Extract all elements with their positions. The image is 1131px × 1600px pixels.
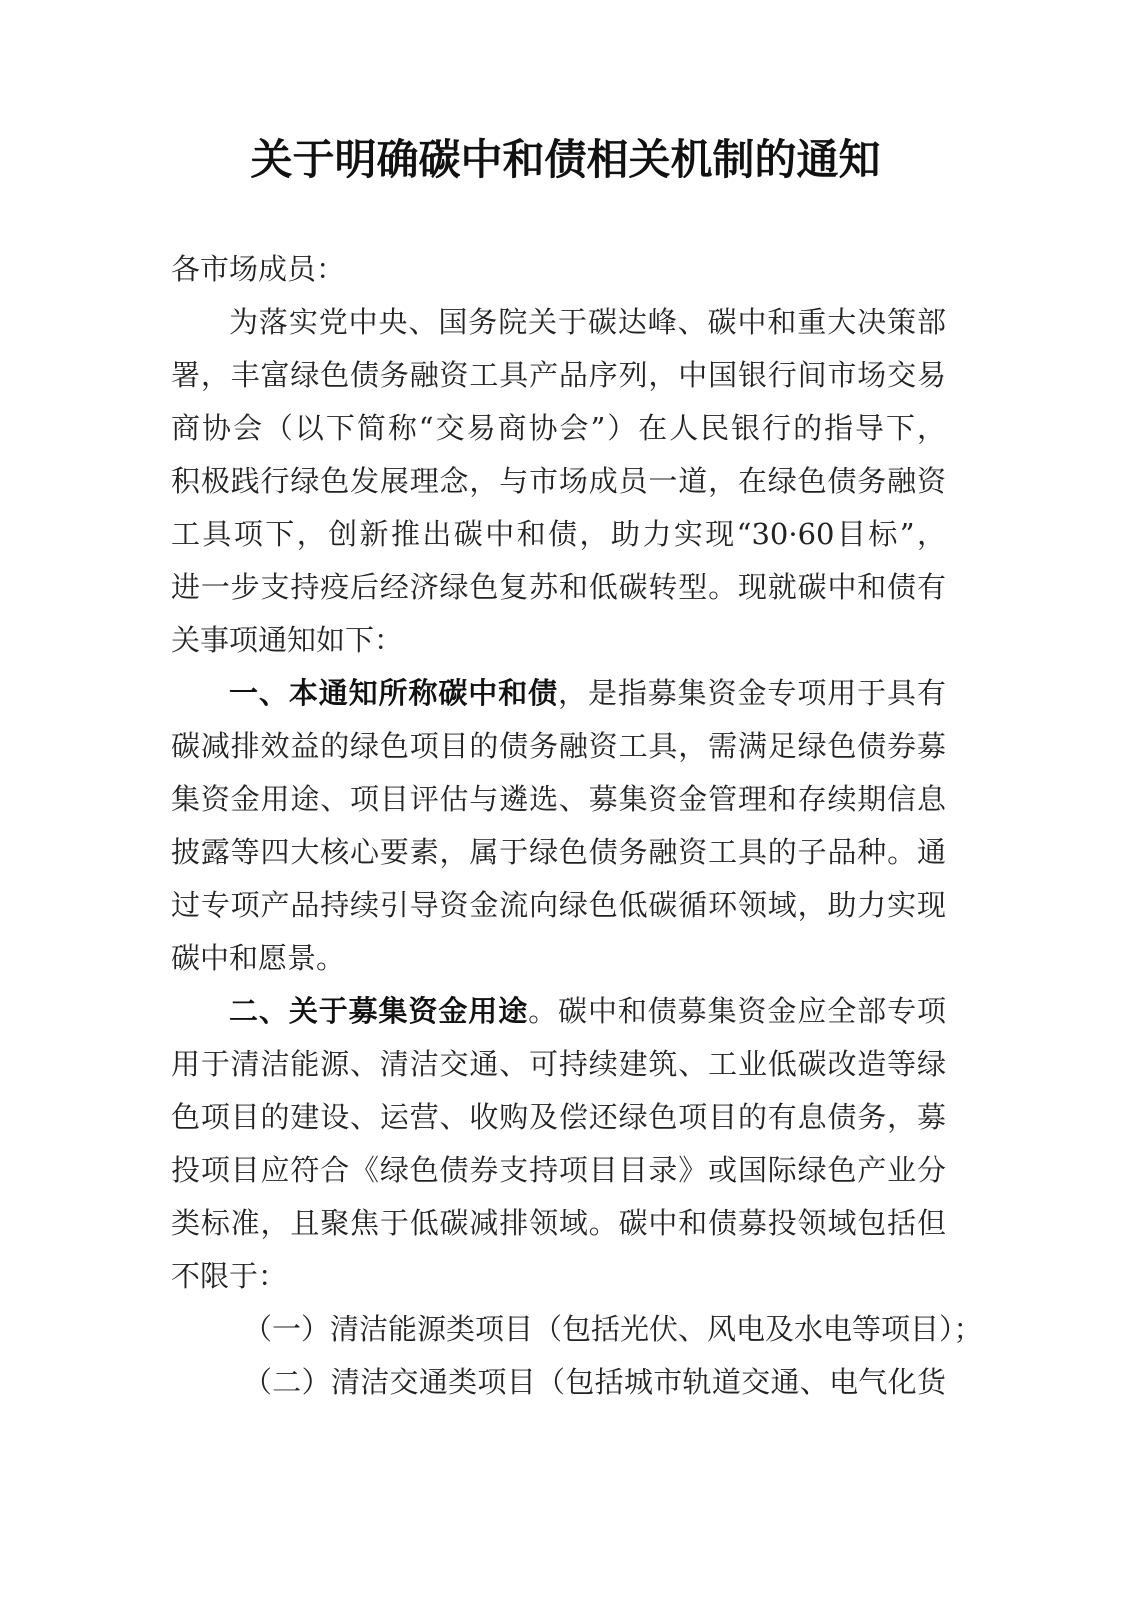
section1-line: 集资金用途、项目评估与遴选、募集资金管理和存续期信息 [171,782,946,816]
section1-heading: 一、本通知所称碳中和债 [229,676,559,710]
section1-line: 披露等四大核心要素，属于绿色债务融资工具的子品种。通 [171,835,946,869]
intro-line: 积极践行绿色发展理念，与市场成员一道，在绿色债务融资 [171,464,946,498]
section2-line: 不限于： [171,1259,288,1293]
document-body [171,243,983,1409]
section2-line: 类标准，且聚焦于低碳减排领域。碳中和债募投领域包括但 [171,1206,946,1240]
list-item: （二）清洁交通类项目（包括城市轨道交通、电气化货 [243,1365,946,1399]
section1-line: 碳减排效益的绿色项目的债务融资工具，需满足绿色债券募 [171,729,946,763]
section1-first-line-rest: ，是指募集资金专项用于具有 [558,676,946,710]
section1-line: 碳中和愿景。 [171,941,346,975]
intro-line: 工具项下，创新推出碳中和债，助力实现“30·60目标”， [171,517,946,551]
section2-line: 色项目的建设、运营、收购及偿还绿色项目的有息债务，募 [171,1100,946,1134]
list-item: （一）清洁能源类项目（包括光伏、风电及水电等项目）； [243,1312,983,1346]
section2-heading: 二、关于募集资金用途 [229,994,529,1028]
document-title: 关于明确碳中和债相关机制的通知 [250,135,881,184]
intro-line: 署，丰富绿色债务融资工具产品序列，中国银行间市场交易 [171,358,946,392]
section1-line: 过专项产品持续引导资金流向绿色低碳循环领域，助力实现 [171,888,946,922]
salutation: 各市场成员： [171,252,346,286]
section2-line: 用于清洁能源、清洁交通、可持续建筑、工业低碳改造等绿 [171,1047,946,1081]
section2-first-line-rest: 。碳中和债募集资金应全部专项 [528,994,946,1028]
intro-line: 为落实党中央、国务院关于碳达峰、碳中和重大决策部 [229,305,946,339]
intro-line: 关事项通知如下： [171,623,404,657]
intro-line: 进一步支持疫后经济绿色复苏和低碳转型。现就碳中和债有 [171,570,946,604]
section2-first-line [171,985,946,1038]
section2-line: 投项目应符合《绿色债券支持项目目录》或国际绿色产业分 [171,1153,946,1187]
intro-line: 商协会（以下简称“交易商协会”）在人民银行的指导下， [171,411,946,445]
section1-first-line [171,667,946,720]
